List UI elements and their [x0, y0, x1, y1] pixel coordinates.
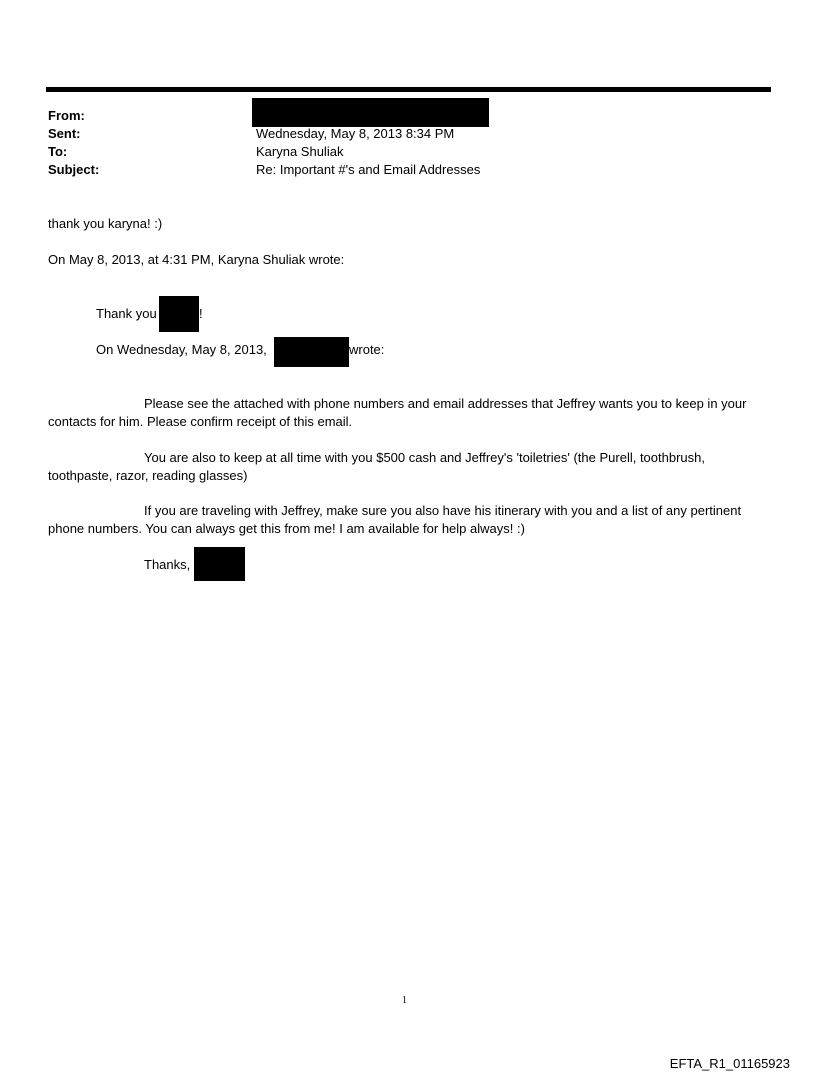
quote-intro: On May 8, 2013, at 4:31 PM, Karyna Shuliak wrote:	[48, 252, 345, 267]
from-label: From:	[48, 108, 85, 123]
paragraph-1-line-2: contacts for him. Please confirm receipt of this email.	[48, 414, 353, 429]
name-redaction-1	[159, 296, 199, 332]
header-rule	[46, 87, 771, 92]
on-wednesday-prefix: On Wednesday, May 8, 2013,	[96, 342, 267, 357]
document-id: EFTA_R1_01165923	[669, 1056, 790, 1071]
reply-text: thank you karyna! :)	[48, 216, 163, 231]
paragraph-3-line-2: phone numbers. You can always get this from me! I am available for help always! :)	[48, 521, 525, 536]
thanks-text: Thanks,	[144, 557, 191, 572]
thank-you-prefix: Thank you	[96, 306, 157, 321]
sent-value: Wednesday, May 8, 2013 8:34 PM	[256, 126, 455, 141]
paragraph-3-line-1: If you are traveling with Jeffrey, make sure you also have his itinerary with you and a list of any pertinent	[144, 503, 742, 518]
from-redaction	[252, 98, 489, 127]
subject-label: Subject:	[48, 162, 100, 177]
sent-label: Sent:	[48, 126, 81, 141]
paragraph-2-line-2: toothpaste, razor, reading glasses)	[48, 468, 248, 483]
paragraph-1-line-1: Please see the attached with phone numbers and email addresses that Jeffrey wants you to keep in your	[144, 396, 747, 411]
name-redaction-2	[274, 337, 349, 367]
subject-value: Re: Important #'s and Email Addresses	[256, 162, 481, 177]
paragraph-2	[48, 449, 773, 485]
to-label: To:	[48, 144, 68, 159]
paragraph-1	[48, 395, 773, 431]
to-value: Karyna Shuliak	[256, 144, 344, 159]
on-wednesday-suffix: wrote:	[349, 342, 385, 357]
thank-you-suffix: !	[199, 306, 203, 321]
paragraph-3	[48, 502, 773, 538]
signature-redaction	[194, 547, 245, 581]
paragraph-2-line-1: You are also to keep at all time with you $500 cash and Jeffrey's 'toiletries' (the Purell, toothbrush,	[144, 450, 705, 465]
page-number: 1	[402, 995, 407, 1006]
